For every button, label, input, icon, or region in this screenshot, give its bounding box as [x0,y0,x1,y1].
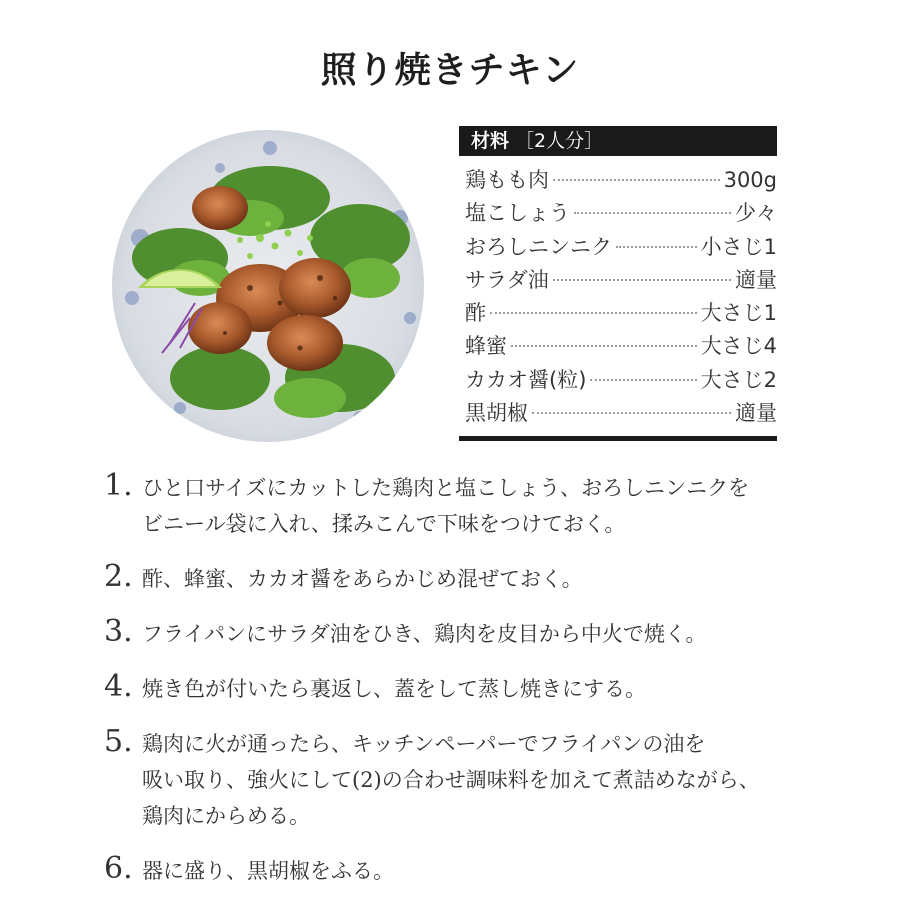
step-number: 6. [104,851,133,886]
step-text [142,669,646,707]
step-line: 焼き色が付いたら裏返し、蓋をして蒸し焼きにする。 [142,677,646,701]
step-number: 1. [104,468,133,503]
leader-dots [553,179,720,181]
ingredient-amount: 適量 [735,267,777,292]
step-number: 4. [104,669,133,704]
ingredient-amount: 大さじ2 [700,367,777,392]
ingredient-name: 酢 [465,301,486,326]
ingredient-name: カカオ醤(粒) [465,367,587,392]
ingredient-amount: 大さじ4 [700,334,777,359]
step-line: 鶏肉に火が通ったら、キッチンペーパーでフライパンの油を [142,732,706,756]
step-text [142,614,706,652]
step-line: 酢、蜂蜜、カカオ醤をあらかじめ混ぜておく。 [142,567,583,591]
step-number: 5. [104,724,133,759]
step-item [104,669,824,707]
step-item [104,724,824,834]
step-text [142,851,394,889]
leader-dots [553,279,731,281]
leader-dots [616,246,697,248]
dish-photo-illustration [110,128,426,444]
ingredient-name: サラダ油 [465,267,549,292]
ingredients-panel [459,126,777,441]
step-line: 吸い取り、強火にして(2)の合わせ調味料を加えて煮詰めながら、 [142,768,760,792]
ingredient-row [465,197,777,230]
ingredients-list [459,156,777,430]
recipe-title: 照り焼きチキン [320,50,580,91]
ingredient-amount: 少々 [735,201,777,226]
ingredient-row [465,330,777,363]
step-item [104,468,824,542]
step-line: フライパンにサラダ油をひき、鶏肉を皮目から中火で焼く。 [142,622,707,646]
leader-dots [490,312,697,314]
step-line: ビニール袋に入れ、揉みこんで下味をつけておく。 [142,512,626,536]
ingredient-amount: 300g [723,168,777,192]
step-item [104,851,824,889]
ingredient-name: 塩こしょう [465,201,570,226]
ingredient-name: 鶏もも肉 [465,168,549,192]
step-line: 鶏肉にからめる。 [142,804,310,828]
step-text [142,559,583,597]
dish-photo [110,128,426,444]
step-number: 2. [104,559,133,594]
ingredient-row [465,164,777,197]
ingredient-row [465,297,777,330]
ingredient-amount: 適量 [735,401,777,426]
leader-dots [532,412,731,414]
step-line: ひと口サイズにカットした鶏肉と塩こしょう、おろしニンニクを [142,476,750,500]
ingredient-amount: 小さじ1 [700,234,777,259]
servings-label: ［2人分］ [515,130,604,152]
ingredients-header [459,126,777,156]
step-text [142,468,749,542]
leader-dots [574,212,731,214]
ingredients-bottom-rule [459,436,777,441]
ingredient-row [465,397,777,430]
step-text [142,724,760,834]
ingredient-row [465,231,777,264]
step-item [104,559,824,597]
ingredients-heading: 材料 [471,130,510,152]
ingredient-row [465,264,777,297]
leader-dots [590,379,696,381]
ingredient-name: おろしニンニク [465,234,612,259]
ingredient-name: 黒胡椒 [465,401,528,426]
step-item [104,614,824,652]
leader-dots [511,345,697,347]
step-line: 器に盛り、黒胡椒をふる。 [142,859,394,883]
step-number: 3. [104,614,133,649]
ingredient-name: 蜂蜜 [465,334,507,359]
ingredient-row [465,364,777,397]
instruction-steps [104,468,824,906]
ingredient-amount: 大さじ1 [700,301,777,326]
